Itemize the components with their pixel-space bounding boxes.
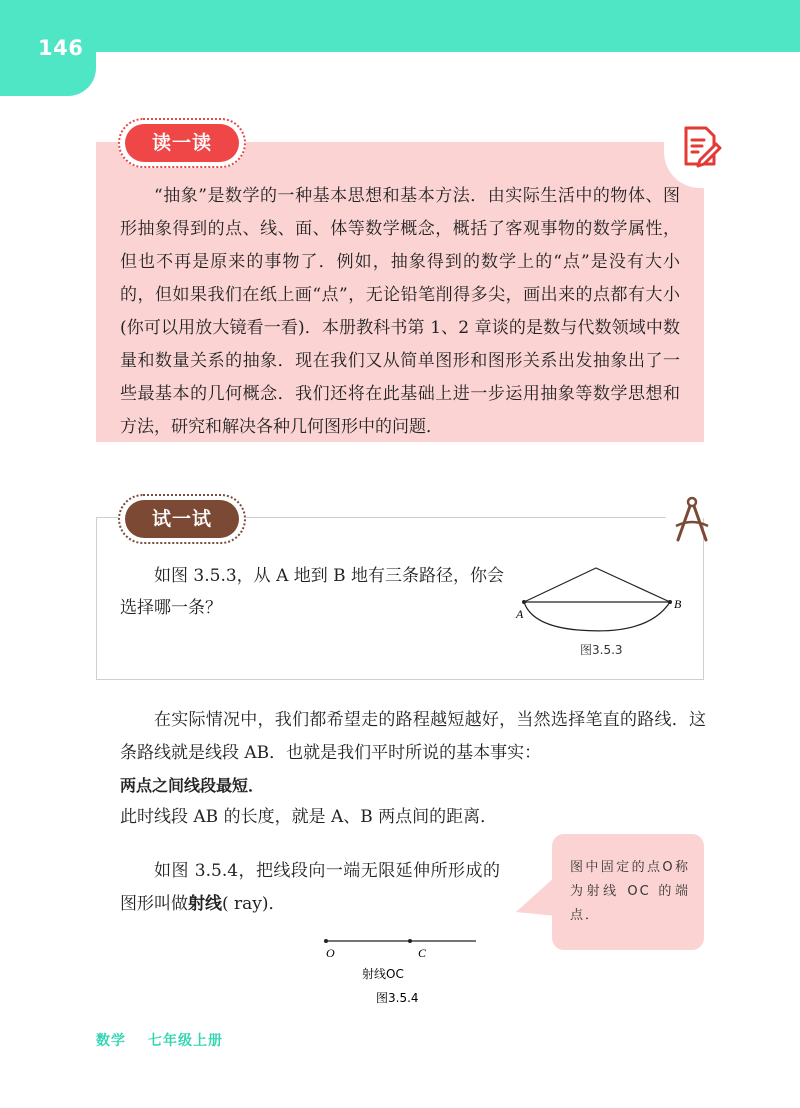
paragraph-distance: 此时线段 AB 的长度，就是 A、B 两点间的距离． (120, 807, 498, 827)
ray-term: 射线 (188, 894, 222, 914)
point-a-dot (522, 600, 526, 604)
figure-3-5-4 (318, 932, 488, 1012)
ray-definition-text: 如图 3.5.4，把线段向一端无限延伸所形成的图形叫做 (120, 861, 500, 914)
note-pencil-icon (678, 124, 722, 172)
figure-3-5-3 (508, 560, 698, 638)
footer (96, 1030, 245, 1050)
point-o-label: O (326, 946, 335, 960)
read-paragraph: “抽象”是数学的一种基本思想和基本方法．由实际生活中的物体、图形抽象得到的点、线、面、体等数学概念，概括了客观事物的数学属性，但也不再是原来的事物了．例如，抽象得到的数学上的“点”是没有大小的，但如果我们在纸上画“点”，无论铅笔削得多尖，画出来的点都有大小(你可以用放大镜看一看)．本册教科书第 1、2 章谈的是数与代数领域中数量和数量关系的抽象．现在我们又从简单图形和图形关系出发抽象出了一些最基本的几何概念．我们还将在此基础上进一步运用抽象等数学思想和方法，研究和解决各种几何图形中的问题． (120, 186, 680, 437)
read-section-label: 读一读 (125, 124, 239, 162)
point-b-dot (668, 600, 672, 604)
header-band (0, 0, 800, 52)
figure-3-5-3-caption: 图3.5.3 (580, 643, 623, 657)
paragraph-shortest-path: 在实际情况中，我们都希望走的路程越短越好，当然选择笔直的路线．这条路线就是线段 AB．也就是我们平时所说的基本事实： (120, 710, 706, 763)
figure-3-5-4-caption: 图3.5.4 (376, 991, 419, 1005)
point-c-dot (408, 939, 412, 943)
callout-tail (516, 876, 556, 926)
try-section-label: 试一试 (125, 500, 239, 538)
path-polyline (524, 568, 670, 602)
footer-subject: 数学 (96, 1033, 126, 1049)
basic-fact: 两点之间线段最短． (120, 776, 265, 795)
compass-icon (672, 494, 712, 548)
footer-grade: 七年级上册 (148, 1033, 223, 1049)
point-c-label: C (418, 946, 427, 960)
point-a-label: A (516, 607, 524, 621)
path-curve (524, 602, 670, 631)
callout-text: 图中固定的点O称为射线 OC 的端点． (570, 860, 690, 923)
page-number: 146 (38, 36, 84, 60)
try-paragraph: 如图 3.5.3，从 A 地到 B 地有三条路径，你会选择哪一条？ (120, 566, 505, 618)
ray-english: ( ray)． (222, 894, 286, 914)
paragraph-ray-definition (120, 855, 500, 921)
point-o-dot (324, 939, 328, 943)
point-b-label: B (674, 597, 682, 611)
ray-oc-label: 射线OC (362, 967, 404, 981)
